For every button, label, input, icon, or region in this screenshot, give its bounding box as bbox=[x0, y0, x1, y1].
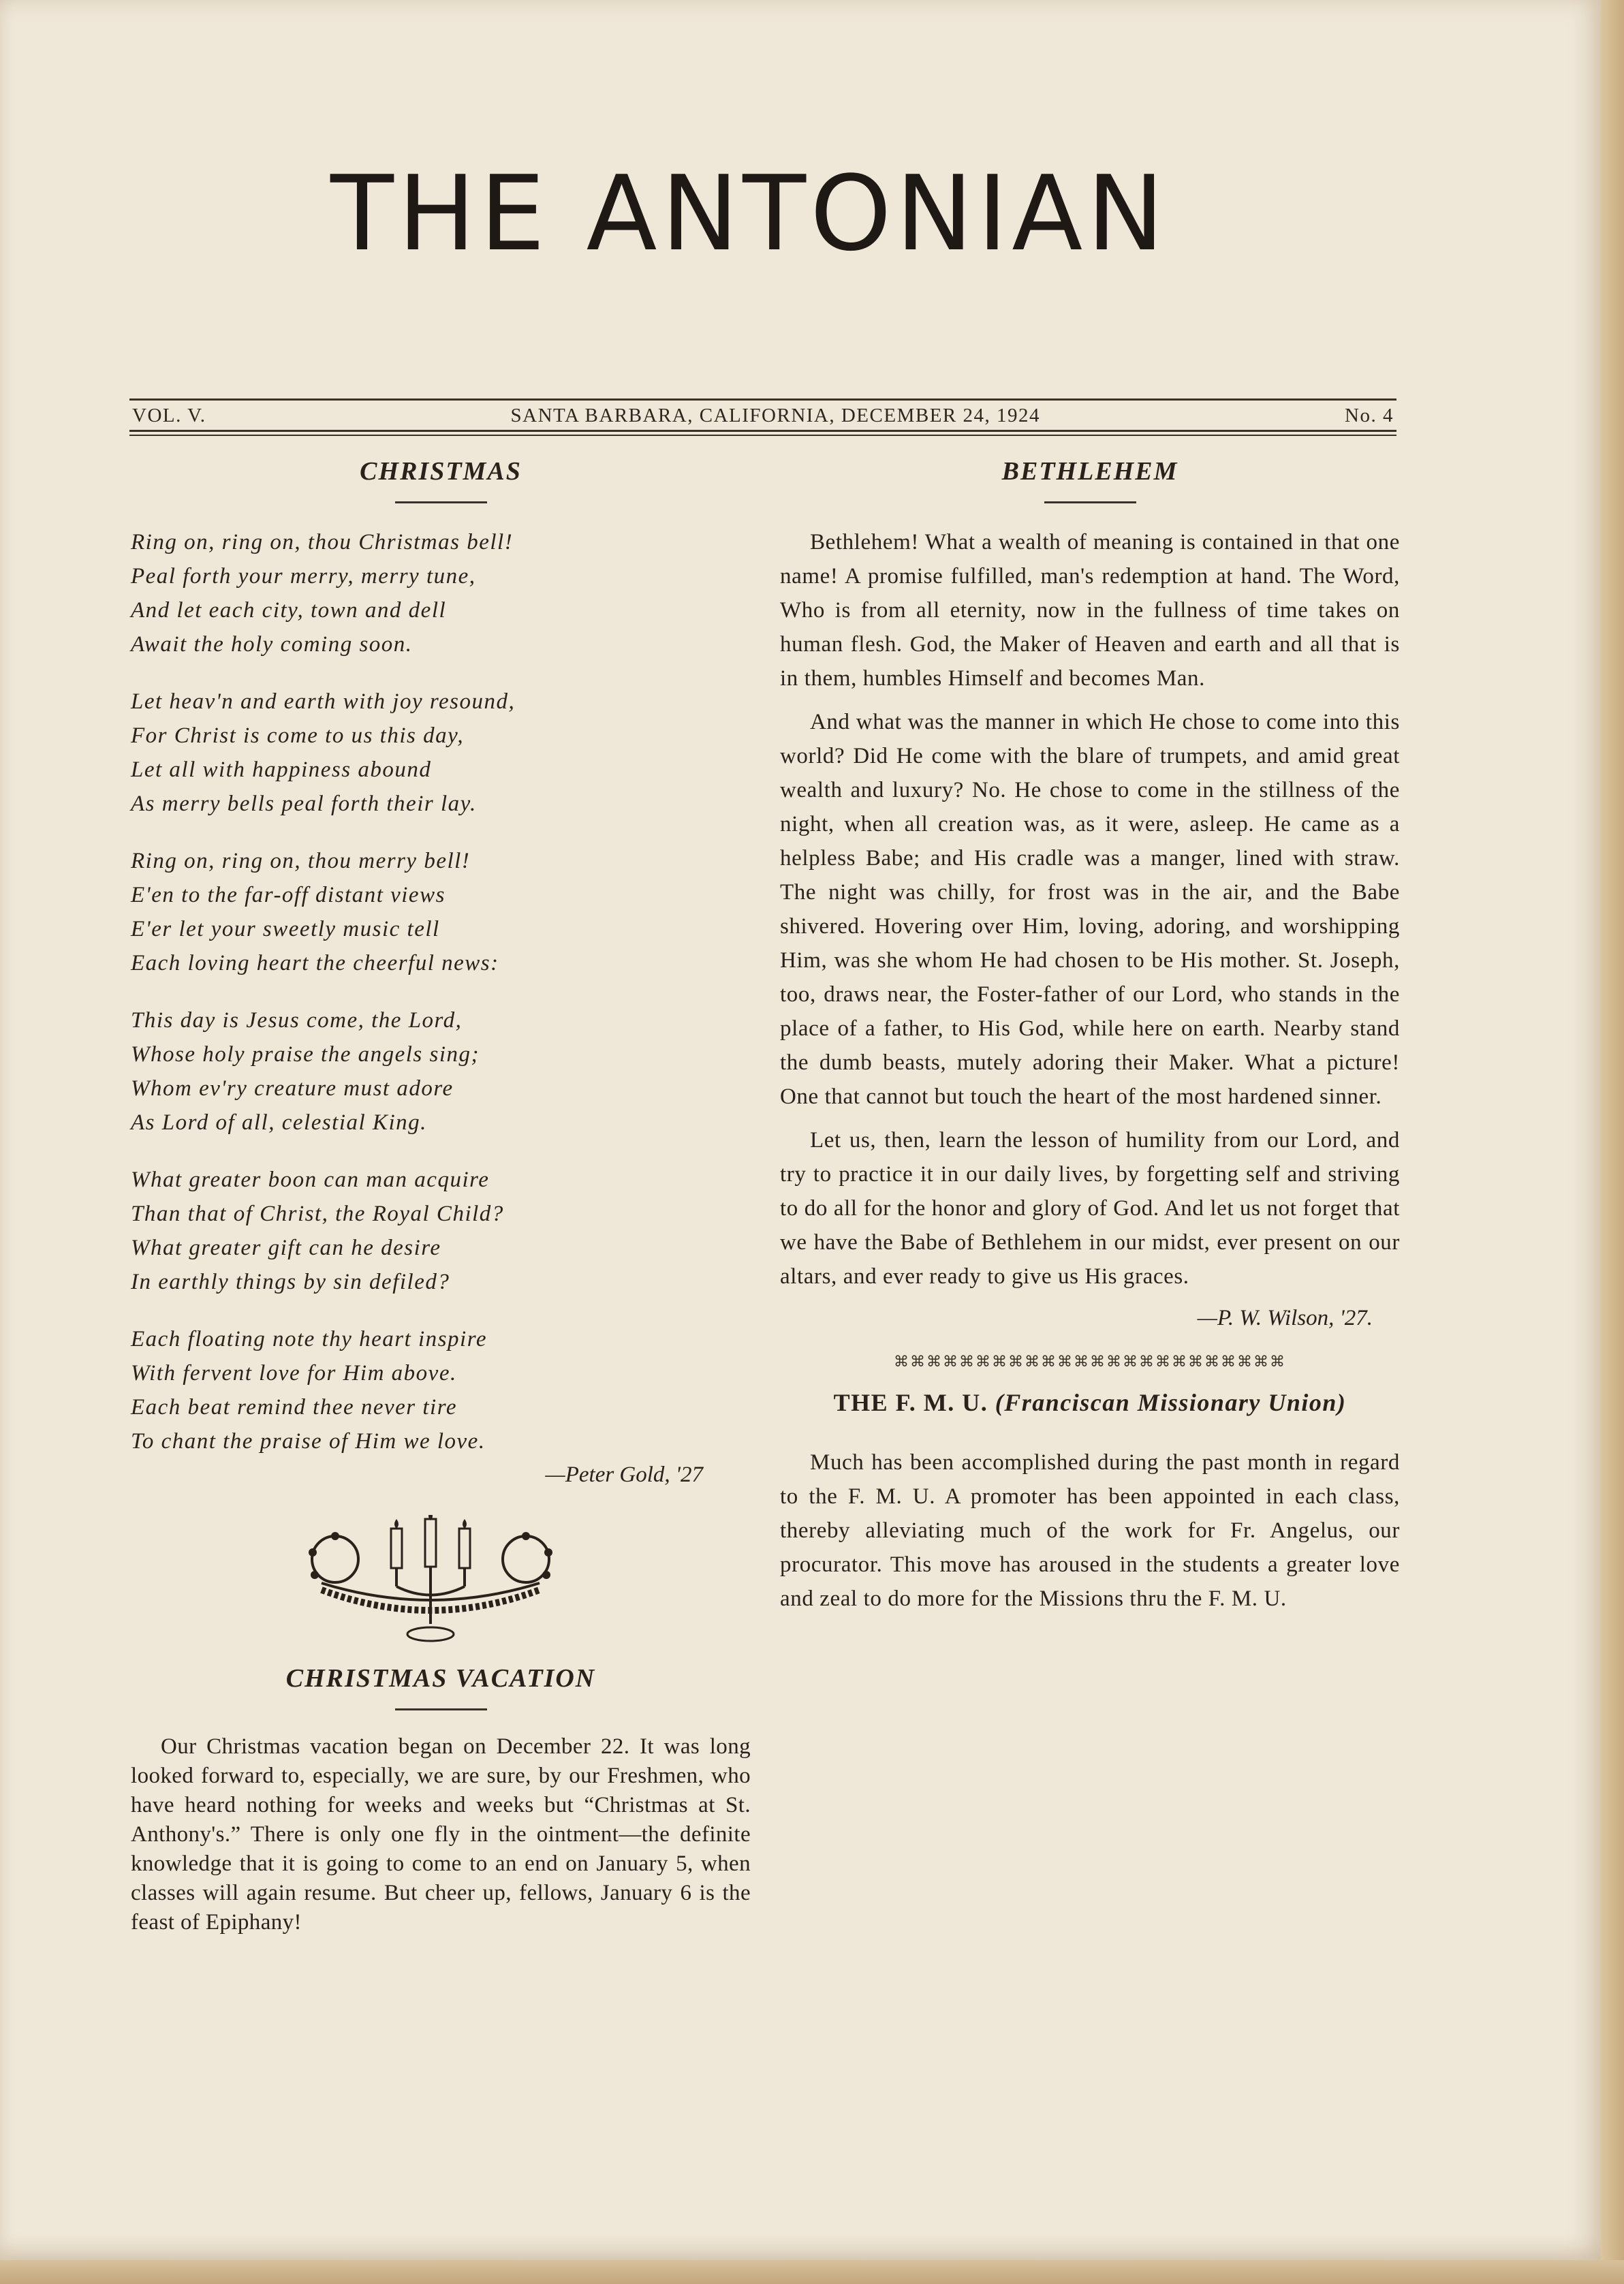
dateline-bar bbox=[129, 398, 1396, 436]
left-column bbox=[131, 456, 751, 1937]
bethlehem-author: —P. W. Wilson, '27. bbox=[1197, 1306, 1373, 1330]
poem-line: Let all with happiness abound bbox=[131, 757, 432, 782]
poem-line: And let each city, town and dell bbox=[131, 598, 447, 623]
poem-line: Ring on, ring on, thou Christmas bell! bbox=[131, 530, 514, 554]
divider bbox=[395, 501, 487, 503]
poem-title: CHRISTMAS bbox=[360, 457, 522, 486]
divider bbox=[129, 435, 1396, 436]
poem-stanza bbox=[131, 525, 751, 661]
right-column bbox=[780, 456, 1400, 1616]
poem-stanza bbox=[131, 844, 751, 980]
volume-label: VOL. V. bbox=[132, 405, 206, 426]
fmu-text: Much has been accomplished during the past month in regard to the F. M. U. A promoter has been appointed in each class, thereby alleviating much of the work for Fr. Angelus, our procurator. This move has aroused in the students a greater love and zeal to do more for the Missions thru the F. M. U. bbox=[780, 1450, 1400, 1611]
bethlehem-title: BETHLEHEM bbox=[1001, 457, 1178, 486]
paper-edge bbox=[1601, 0, 1624, 2284]
poem-line: To chant the praise of Him we love. bbox=[131, 1429, 486, 1454]
poem-line: Each loving heart the cheerful news: bbox=[131, 951, 499, 975]
poem-line: In earthly things by sin defiled? bbox=[131, 1270, 450, 1294]
ornamental-divider: ⌘⌘⌘⌘⌘⌘⌘⌘⌘⌘⌘⌘⌘⌘⌘⌘⌘⌘⌘⌘⌘⌘⌘⌘ bbox=[894, 1353, 1286, 1370]
candelabra-wreath-illustration bbox=[294, 1515, 567, 1644]
poem-stanza bbox=[131, 1322, 751, 1458]
poem-line: Peal forth your merry, merry tune, bbox=[131, 564, 476, 589]
poem-line: E'er let your sweetly music tell bbox=[131, 917, 440, 941]
bethlehem-paragraph: Let us, then, learn the lesson of humility from our Lord, and try to practice it in our daily lives, by forgetting self and striving to do all for the honor and glory of God. And let us not forget that we have the Babe of Bethlehem in our midst, ever present on our altars, and ever ready to give us His graces. bbox=[780, 1128, 1400, 1289]
fmu-title bbox=[780, 1388, 1400, 1417]
poem-line: For Christ is come to us this day, bbox=[131, 723, 465, 748]
vacation-title: CHRISTMAS VACATION bbox=[285, 1664, 596, 1693]
poem-line: Whose holy praise the angels sing; bbox=[131, 1042, 480, 1067]
poem-line: E'en to the far-off distant views bbox=[131, 883, 446, 907]
issue-number: No. 4 bbox=[1345, 405, 1394, 426]
paper-edge bbox=[0, 2260, 1624, 2284]
fmu-article bbox=[780, 1445, 1400, 1616]
divider bbox=[129, 430, 1396, 432]
poem-line: Ring on, ring on, thou merry bell! bbox=[131, 849, 471, 873]
fmu-title-main: THE F. M. U. bbox=[833, 1389, 988, 1416]
poem-line: Await the holy coming soon. bbox=[131, 632, 413, 657]
poem-stanza bbox=[131, 1003, 751, 1140]
poem-line: Whom ev'ry creature must adore bbox=[131, 1076, 454, 1101]
bethlehem-paragraph: Bethlehem! What a wealth of meaning is contained in that one name! A promise fulfilled, man's redemption at hand. The Word, Who is from all eternity, now in the fullness of time takes on human flesh. God, the Maker of Heaven and earth and all that is in them, humbles Himself and becomes Man. bbox=[780, 530, 1400, 691]
divider bbox=[395, 1708, 487, 1710]
bethlehem-paragraph: And what was the manner in which He chose to come into this world? Did He come with the blare of trumpets, and amid great wealth and luxury? No. He chose to come in the stillness of the night, when all creation was, as it were, asleep. He came as a helpless Babe; and His cradle was a manger, lined with straw. The night was chilly, for frost was in the air, and the Babe shivered. Hovering over Him, loving, adoring, and worshipping Him, was she whom He had chosen to be His mother. St. Joseph, too, draws near, the Foster-father of our Lord, who stands in the place of a father, to His God, while here on earth. Nearby stand the dumb beasts, mutely adoring their Maker. What a picture! One that cannot but touch the heart of the most hardened sinner. bbox=[780, 710, 1400, 1109]
divider bbox=[1044, 501, 1136, 503]
poem-line: Each beat remind thee never tire bbox=[131, 1395, 457, 1420]
poem-line: This day is Jesus come, the Lord, bbox=[131, 1008, 463, 1033]
poem-stanza bbox=[131, 685, 751, 821]
poem-line: Let heav'n and earth with joy resound, bbox=[131, 689, 516, 714]
poem-line: As Lord of all, celestial King. bbox=[131, 1110, 427, 1135]
poem-line: As merry bells peal forth their lay. bbox=[131, 792, 477, 816]
poem-line: Each floating note thy heart inspire bbox=[131, 1327, 487, 1351]
vacation-article bbox=[131, 1732, 751, 1937]
fmu-title-sub: (Franciscan Missionary Union) bbox=[995, 1389, 1347, 1416]
vacation-text: Our Christmas vacation began on December 22. It was long looked forward to, especially, we are sure, by our Freshmen, who have heard nothing for weeks and weeks but “Christmas at St. Anthony's.” There is only one fly in the ointment—the definite knowledge that it is going to come to an end on January 5, when classes will again resume. But cheer up, fellows, January 6 is the feast of Epiphany! bbox=[131, 1734, 751, 1935]
poem-author: —Peter Gold, '27 bbox=[545, 1462, 703, 1487]
poem-line: What greater boon can man acquire bbox=[131, 1168, 490, 1192]
poem-line: With fervent love for Him above. bbox=[131, 1361, 457, 1386]
poem-stanza bbox=[131, 1163, 751, 1299]
poem-body bbox=[131, 525, 751, 1458]
poem-line: What greater gift can he desire bbox=[131, 1236, 441, 1260]
masthead-title: THE ANTONIAN bbox=[330, 153, 1168, 274]
place-date: SANTA BARBARA, CALIFORNIA, DECEMBER 24, 1924 bbox=[510, 405, 1041, 426]
poem-line: Than that of Christ, the Royal Child? bbox=[131, 1202, 504, 1226]
bethlehem-article bbox=[780, 525, 1400, 1294]
